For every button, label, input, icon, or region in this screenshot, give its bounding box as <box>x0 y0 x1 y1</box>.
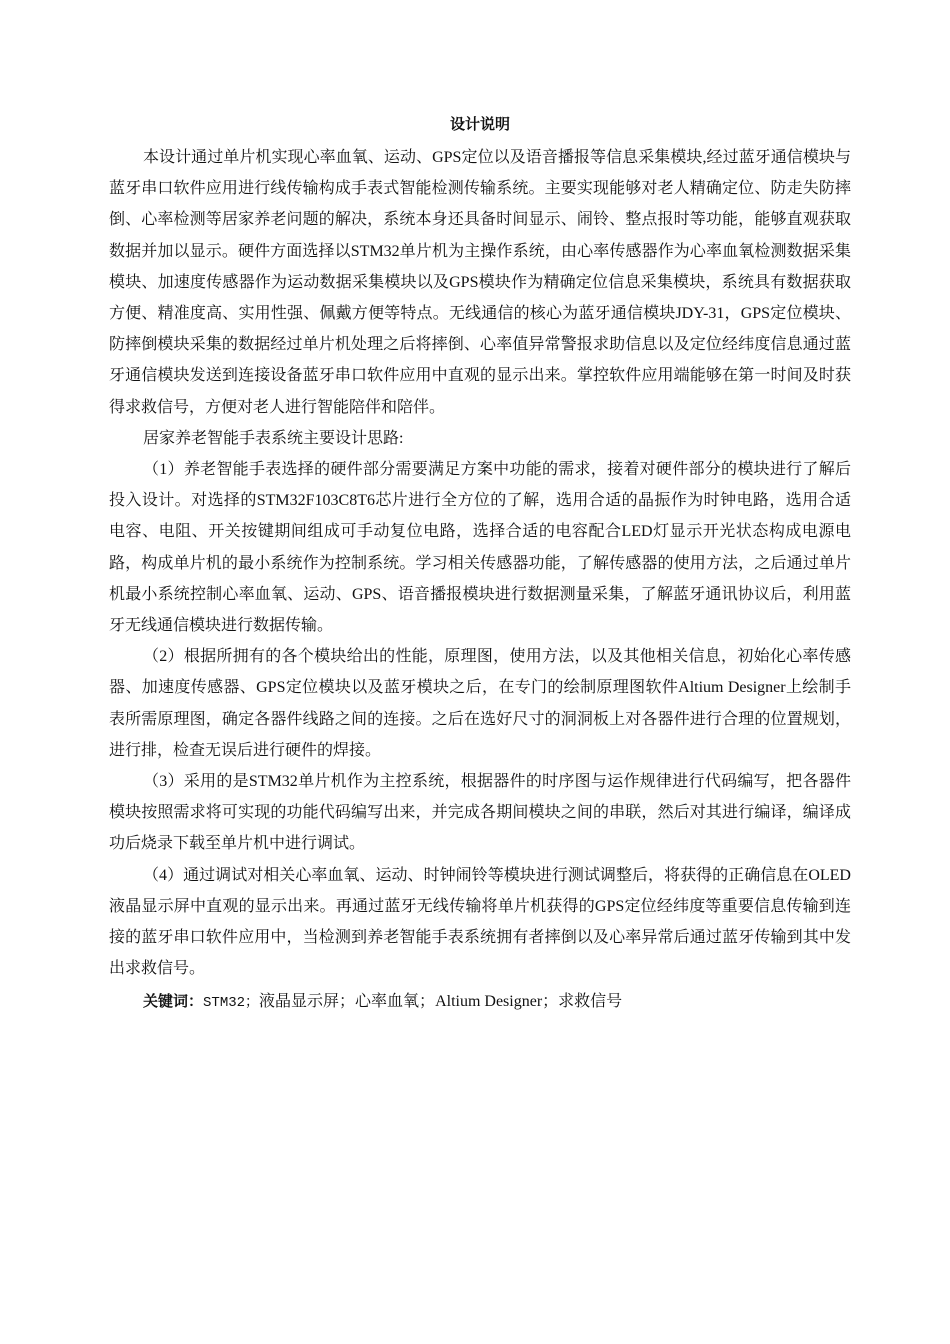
keyword-item: 液晶显示屏； <box>259 993 356 1011</box>
design-step-2: （2）根据所拥有的各个模块给出的性能，原理图，使用方法，以及其他相关信息，初始化心率传感器、加速度传感器、GPS定位模块以及蓝牙模块之后，在专门的绘制原理图软件Altium Designer上绘制手表所需原理图，确定各器件线路之间的连接。之后在选好尺寸的洞洞板上对各器件进行合理的位置规划，进行排，检查无误后进行硬件的焊接。 <box>109 648 851 759</box>
design-ideas-heading: 居家养老智能手表系统主要设计思路: <box>143 429 404 447</box>
keywords-label: 关键词： <box>143 992 204 1011</box>
keyword-item: STM32； <box>203 995 260 1012</box>
keywords-line <box>109 986 851 1019</box>
document-title: 设计说明 <box>449 115 510 133</box>
design-step-3: （3）采用的是STM32单片机作为主控系统，根据器件的时序图与运作规律进行代码编写，把各器件模块按照需求将可实现的功能代码编写出来，并完成各期间模块之间的串联，然后对其进行编译，编译成功后烧录下载至单片机中进行调试。 <box>109 773 851 853</box>
keyword-item: Altium Designer； <box>435 993 559 1011</box>
abstract-paragraph: 本设计通过单片机实现心率血氧、运动、GPS定位以及语音播报等信息采集模块,经过蓝牙通信模块与蓝牙串口软件应用进行线传输构成手表式智能检测传输系统。主要实现能够对老人精确定位、防走失防摔倒、心率检测等居家养老问题的解决，系统本身还具备时间显示、闹铃、整点报时等功能，能够直观获取数据并加以显示。硬件方面选择以STM32单片机为主操作系统，由心率传感器作为心率血氧检测数据采集模块、加速度传感器作为运动数据采集模块以及GPS模块作为精确定位信息采集模块，系统具有数据获取方便、精准度高、实用性强、佩戴方便等特点。无线通信的核心为蓝牙通信模块JDY-31，GPS定位模块、防摔倒模块采集的数据经过单片机处理之后将摔倒、心率值异常警报求助信息以及定位经纬度信息通过蓝牙通信模块发送到连接设备蓝牙串口软件应用中直观的显示出来。掌控软件应用端能够在第一时间及时获得求救信号，方便对老人进行智能陪伴和陪伴。 <box>109 149 851 416</box>
keyword-item: 心率血氧； <box>355 993 436 1011</box>
document-page <box>109 111 851 1020</box>
design-step-1: （1）养老智能手表选择的硬件部分需要满足方案中功能的需求，接着对硬件部分的模块进行了解后投入设计。对选择的STM32F103C8T6芯片进行全方位的了解，选用合适的晶振作为时钟电路，选用合适电容、电阻、开关按键期间组成可手动复位电路，选择合适的电容配合LED灯显示开光状态构成电源电路，构成单片机的最小系统作为控制系统。学习相关传感器功能，了解传感器的使用方法，之后通过单片机最小系统控制心率血氧、运动、GPS、语音播报模块进行数据测量采集，了解蓝牙通讯协议后，利用蓝牙无线通信模块进行数据传输。 <box>109 461 851 635</box>
design-step-4: （4）通过调试对相关心率血氧、运动、时钟闹铃等模块进行测试调整后，将获得的正确信息在OLED液晶显示屏中直观的显示出来。再通过蓝牙无线传输将单片机获得的GPS定位经纬度等重要信息传输到连接的蓝牙串口软件应用中，当检测到养老智能手表系统拥有者摔倒以及心率异常后通过蓝牙传输到其中发出求救信号。 <box>109 866 851 978</box>
keyword-item: 求救信号 <box>558 993 623 1011</box>
